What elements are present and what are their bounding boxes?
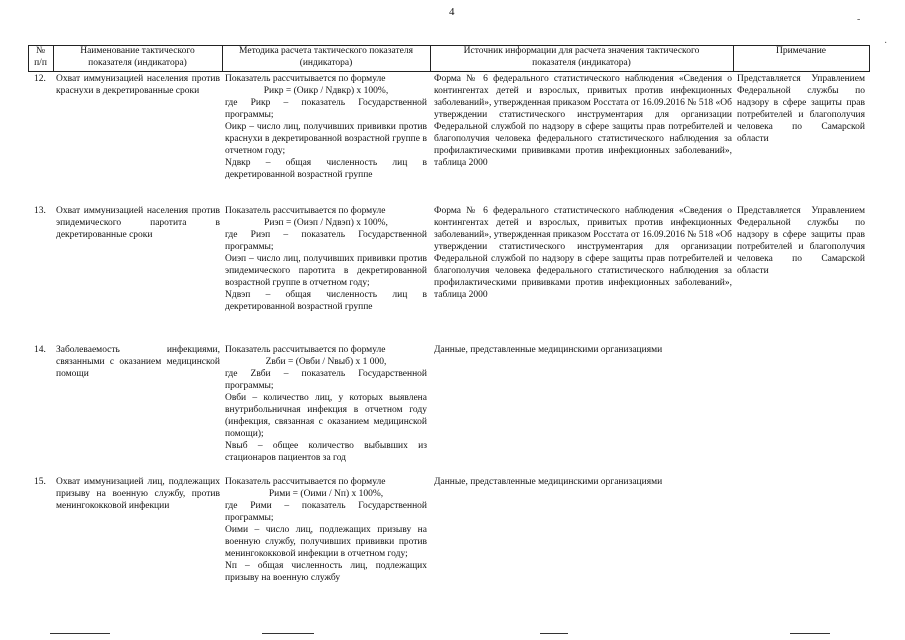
- column-divider: [869, 45, 870, 72]
- indicator-name: Заболеваемость инфекциями, связанными с оказанием медицинской помощи: [56, 345, 220, 379]
- information-source: Форма № 6 федерального статистического наблюдения «Сведения о контингентах детей и взрослых, привитых против инфекционных заболеваний», утвержденная приказом Росстата от 16.09.2016 № 518 «Об утверждении статистического инструментария для организации Федеральной службой по надзору в сфере защиты прав потребителей и благополучия человека федерального статистического наблюдения за профилактическими прививками против инфекционных заболеваний», таблица 2000: [434, 74, 732, 168]
- calculation-method: [225, 476, 427, 584]
- header-num: № п/п: [34, 46, 47, 68]
- information-source: Данные, представленные медицинскими организациями: [434, 345, 663, 355]
- method-intro: Показатель рассчитывается по формуле: [225, 74, 386, 84]
- method-line: Nп – общая численность лиц, подлежащих призыву на военную службу: [225, 561, 427, 583]
- method-line: Oвби – количество лиц, у которых выявлена внутрибольничная инфекция в отчетном году (инфекция, связанная с оказанием медицинской помощи);: [225, 393, 427, 439]
- row-number: 13.: [34, 206, 46, 216]
- indicator-name: Охват иммунизацией населения против эпидемического паротита в декретированные сроки: [56, 206, 220, 240]
- information-source: Данные, представленные медицинскими организациями: [434, 477, 663, 487]
- header-bottom-rule: [28, 71, 870, 72]
- scan-speck: ·: [884, 38, 888, 49]
- method-line: где Pими – показатель Государственной программы;: [225, 501, 427, 523]
- scan-artifact-line: [790, 633, 830, 634]
- method-line: где Pиэп – показатель Государственной программы;: [225, 230, 427, 252]
- header-source: Источник информации для расчета значения тактического показателя (индикатора): [463, 46, 700, 68]
- scan-artifact-line: [540, 633, 568, 634]
- method-formula: Pикр = (Oикр / Nдвкр) x 100%,: [263, 86, 389, 96]
- indicator-name: Охват иммунизацией лиц, подлежащих призыву на военную службу, против менингококковой инфекции: [56, 477, 220, 511]
- method-line: Nдвкр – общая численность лиц в декретированной возрастной группе: [225, 158, 427, 180]
- calculation-method: [225, 344, 427, 464]
- page-number: 4: [449, 6, 455, 18]
- indicator-name: Охват иммунизацией населения против краснухи в декретированные сроки: [56, 74, 220, 96]
- note: Представляется Управлением Федеральной службы по надзору в сфере защиты прав потребителей и благополучия человека по Самарской области: [737, 74, 865, 144]
- method-intro: Показатель рассчитывается по формуле: [225, 206, 386, 216]
- method-formula: Zвби = (Oвби / Nвыб) x 1 000,: [265, 357, 387, 367]
- method-line: Oикр – число лиц, получивших прививки против краснухи в декретированной возрастной группе в отчетном году;: [225, 122, 427, 156]
- row-number: 12.: [34, 74, 46, 84]
- method-line: Nвыб – общее количество выбывших из стационаров пациентов за год: [225, 441, 427, 463]
- header-name: Наименование тактического показателя (индикатора): [80, 46, 195, 68]
- header-method: Методика расчета тактического показателя (индикатора): [239, 46, 413, 68]
- method-intro: Показатель рассчитывается по формуле: [225, 477, 386, 487]
- scan-artifact-line: [262, 633, 314, 634]
- method-line: Oими – число лиц, подлежащих призыву на военную службу, получивших прививки против менингококковой инфекции в отчетном году;: [225, 525, 427, 559]
- scan-artifact-line: [50, 633, 110, 634]
- method-line: где Pикр – показатель Государственной программы;: [225, 98, 427, 120]
- method-formula: Pиэп = (Oиэп / Nдвэп) x 100%,: [264, 218, 388, 228]
- calculation-method: [225, 73, 427, 181]
- method-line: где Zвби – показатель Государственной программы;: [225, 369, 427, 391]
- note: Представляется Управлением Федеральной службы по надзору в сфере защиты прав потребителей и благополучия человека по Самарской области: [737, 206, 865, 276]
- method-formula: Pими = (Oими / Nп) x 100%,: [268, 489, 384, 499]
- header-note: Примечание: [775, 46, 827, 56]
- method-line: Nдвэп – общая численность лиц в декретированной возрастной группе: [225, 290, 427, 312]
- scan-speck: -: [857, 14, 861, 25]
- row-number: 15.: [34, 477, 46, 487]
- method-intro: Показатель рассчитывается по формуле: [225, 345, 386, 355]
- calculation-method: [225, 205, 427, 313]
- method-line: Oиэп – число лиц, получивших прививки против эпидемического паротита в декретированной возрастной группе в отчетном году;: [225, 254, 427, 288]
- row-number: 14.: [34, 345, 46, 355]
- information-source: Форма № 6 федерального статистического наблюдения «Сведения о контингентах детей и взрослых, привитых против инфекционных заболеваний», утвержденная приказом Росстата от 16.09.2016 № 518 «Об утверждении статистического инструментария для организации Федеральной службой по надзору в сфере защиты прав потребителей и благополучия человека федерального статистического наблюдения за профилактическими прививками против инфекционных заболеваний», таблица 2000: [434, 206, 732, 300]
